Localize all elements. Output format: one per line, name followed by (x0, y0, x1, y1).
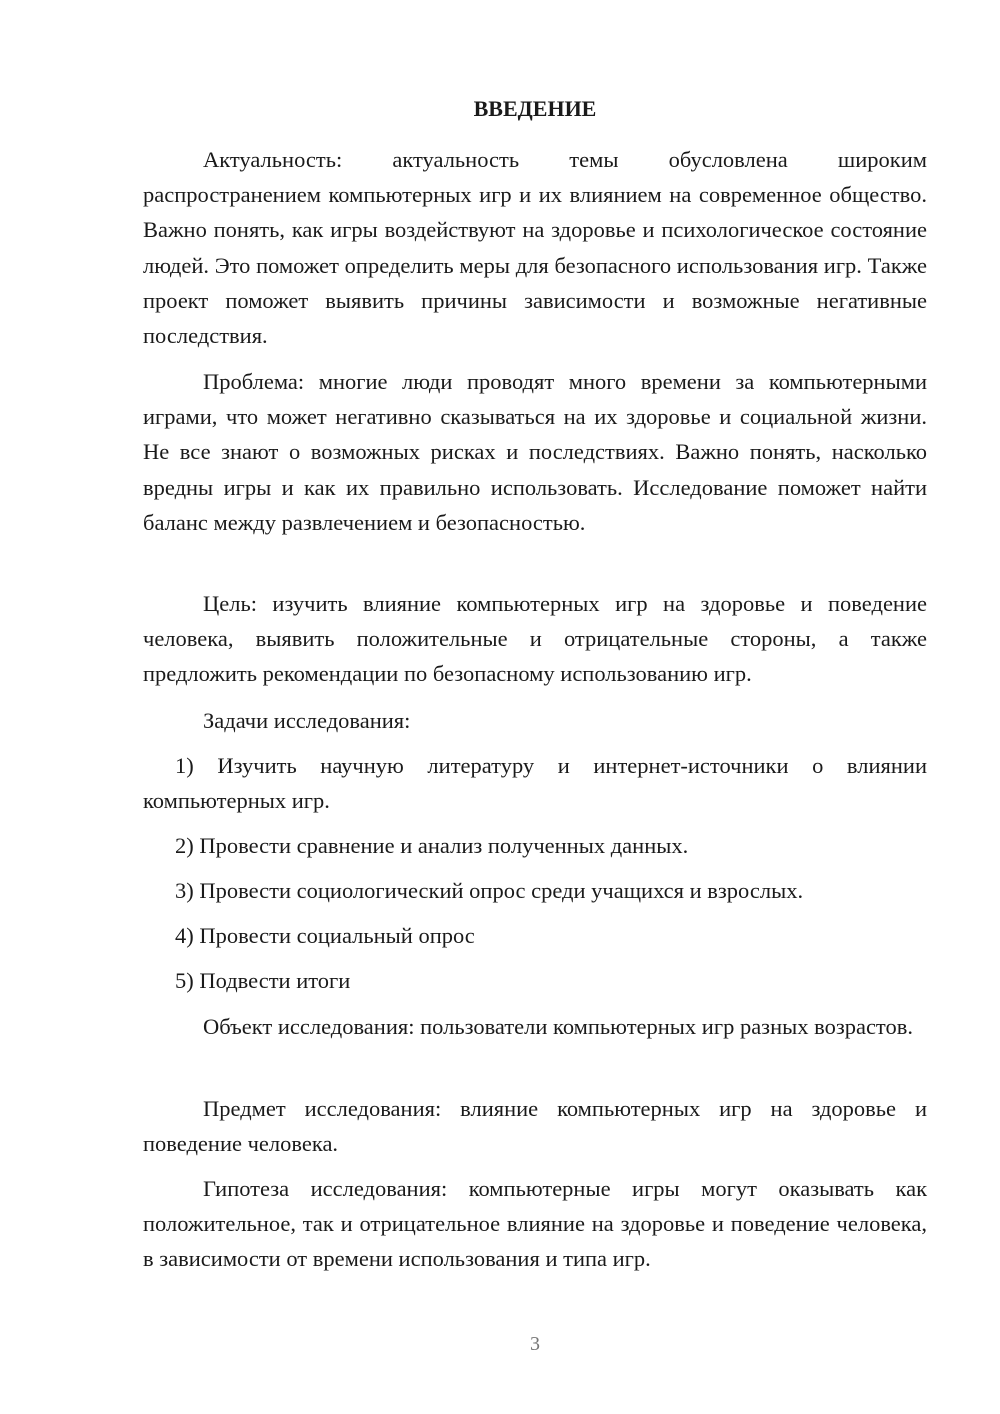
goal-paragraph: Цель: изучить влияние компьютерных игр на здоровье и поведение человека, выявить положительные и отрицательные стороны, а также предложить рекомендации по безопасному использованию игр. (143, 591, 927, 687)
task-item-4: 4) Провести социальный опрос (175, 923, 475, 948)
task-item-2: 2) Провести сравнение и анализ полученных данных. (175, 833, 689, 858)
task-item-5: 5) Подвести итоги (175, 968, 351, 993)
task-item-1: 1) Изучить научную литературу и интернет-источники о влиянии компьютерных игр. (143, 753, 927, 814)
hypothesis-paragraph: Гипотеза исследования: компьютерные игры могут оказывать как положительное, так и отрицательное влияние на здоровье и поведение человека, в зависимости от времени использования и типа игр. (143, 1176, 927, 1272)
section-title: ВВЕДЕНИЕ (473, 96, 597, 121)
object-paragraph: Объект исследования: пользователи компьютерных игр разных возрастов. (203, 1014, 913, 1039)
relevance-paragraph: Актуальность: актуальность темы обусловлена широким распространением компьютерных игр и их влиянием на современное общество. Важно понять, как игры воздействуют на здоровье и психологическое состояние людей. Это поможет определить меры для безопасного использования игр. Также проект поможет выявить причины зависимости и возможные негативные последствия. (143, 147, 927, 349)
problem-paragraph: Проблема: многие люди проводят много времени за компьютерными играми, что может негативно сказываться на их здоровье и социальной жизни. Не все знают о возможных рисках и последствиях. Важно понять, насколько вредны игры и как их правильно использовать. Исследование поможет найти баланс между развлечением и безопасностью. (143, 369, 927, 535)
page-number: 3 (530, 1333, 540, 1355)
tasks-heading: Задачи исследования: (203, 708, 411, 733)
task-item-3: 3) Провести социологический опрос среди учащихся и взрослых. (175, 878, 804, 903)
subject-paragraph: Предмет исследования: влияние компьютерных игр на здоровье и поведение человека. (143, 1096, 927, 1157)
